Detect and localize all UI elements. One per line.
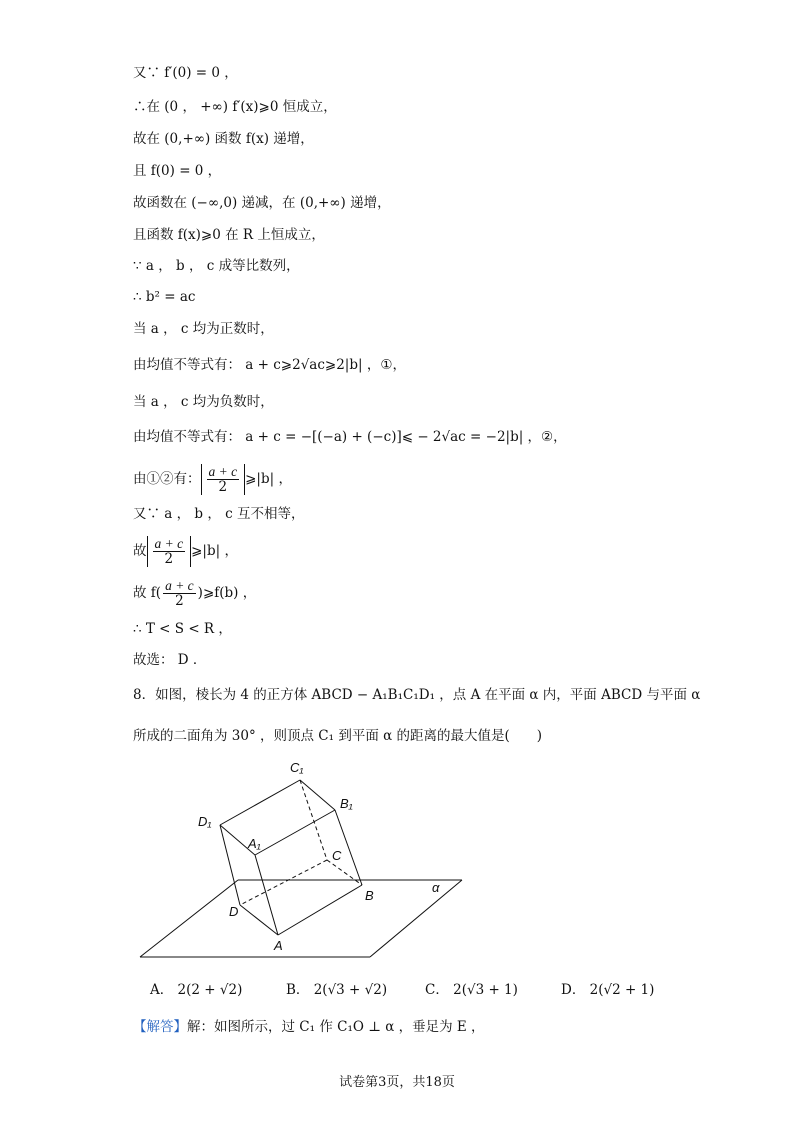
fraction	[163, 578, 196, 609]
label-a: A	[274, 938, 283, 953]
text-line: 又∵ f′(0) = 0 ，	[133, 65, 238, 81]
fraction-numerator: a + c	[154, 536, 184, 551]
label-b1: B₁	[340, 796, 353, 811]
answer-text: 解：如图所示，过 C₁ 作 C₁O ⊥ α ，垂足为 E ，	[187, 1019, 485, 1035]
text-line-fraction	[133, 464, 292, 495]
text-line: 当 a ， c 均为负数时，	[133, 394, 274, 410]
text-line: 且 f(0) = 0 ，	[133, 163, 222, 179]
option-d[interactable]: D． 2(√2 + 1)	[561, 982, 655, 998]
text-line: 当 a ， c 均为正数时，	[133, 321, 274, 337]
line-prefix: 由①②有：	[133, 471, 201, 487]
text-line: 故函数在 (−∞,0) 递减，在 (0,+∞) 递增，	[133, 195, 391, 211]
absolute-value	[201, 464, 246, 495]
text-line: 由均值不等式有： a + c = −[(−a) + (−c)]⩽ − 2√ac = −2|b| ，②，	[133, 429, 567, 445]
label-c: C	[332, 848, 342, 863]
line-suffix: ⩾|b| ，	[191, 543, 238, 559]
fraction	[207, 464, 240, 495]
text-line-fraction	[133, 578, 256, 609]
text-line: ∴ b² = ac	[133, 289, 196, 305]
cube-plane-figure	[130, 750, 470, 960]
text-line: 由均值不等式有： a + c⩾2√ac⩾2|b| ，①，	[133, 357, 406, 373]
fraction-denominator: 2	[218, 479, 228, 495]
question-line: 所成的二面角为 30° ，则顶点 C₁ 到平面 α 的距离的最大值是( )	[133, 728, 543, 744]
question-line: 8．如图，棱长为 4 的正方体 ABCD − A₁B₁C₁D₁ ，点 A 在平面 α 内，平面 ABCD 与平面 α	[133, 687, 701, 703]
label-alpha: α	[432, 880, 440, 895]
text-line: 且函数 f(x)⩾0 在 R 上恒成立，	[133, 227, 325, 243]
line-prefix: 故	[133, 543, 147, 559]
label-b: B	[365, 888, 374, 903]
line-suffix: ⩾|b| ，	[245, 471, 292, 487]
fraction-numerator: a + c	[208, 464, 238, 479]
line-prefix: 故 f(	[133, 585, 162, 601]
text-line: ∴在 (0 ， +∞) f′(x)⩾0 恒成立，	[133, 99, 337, 115]
text-line: ∵ a ， b ， c 成等比数列，	[133, 258, 300, 274]
fraction-numerator: a + c	[165, 578, 194, 593]
text-line-fraction	[133, 536, 238, 567]
label-c1: C₁	[290, 760, 304, 775]
line-suffix: )⩾f(b) ，	[197, 585, 257, 601]
text-line: 又∵ a ， b ， c 互不相等，	[133, 506, 305, 522]
text-line: 故在 (0,+∞) 函数 f(x) 递增，	[133, 131, 314, 147]
label-d1: D₁	[198, 814, 212, 829]
option-c[interactable]: C． 2(√3 + 1)	[425, 982, 518, 998]
label-d: D	[229, 904, 239, 919]
answer-line	[133, 1018, 485, 1036]
text-line: ∴ T < S < R ，	[133, 621, 232, 637]
page-footer: 试卷第3页，共18页	[339, 1075, 455, 1090]
answer-tag: 【解答】	[133, 1019, 187, 1035]
option-a[interactable]: A． 2(2 + √2)	[150, 982, 243, 998]
absolute-value	[147, 536, 192, 567]
fraction	[153, 536, 186, 567]
option-b[interactable]: B． 2(√3 + √2)	[286, 982, 388, 998]
label-a1: A₁	[248, 836, 261, 851]
fraction-denominator: 2	[175, 593, 184, 609]
fraction-denominator: 2	[164, 551, 174, 567]
text-line: 故选： D ．	[133, 652, 207, 668]
